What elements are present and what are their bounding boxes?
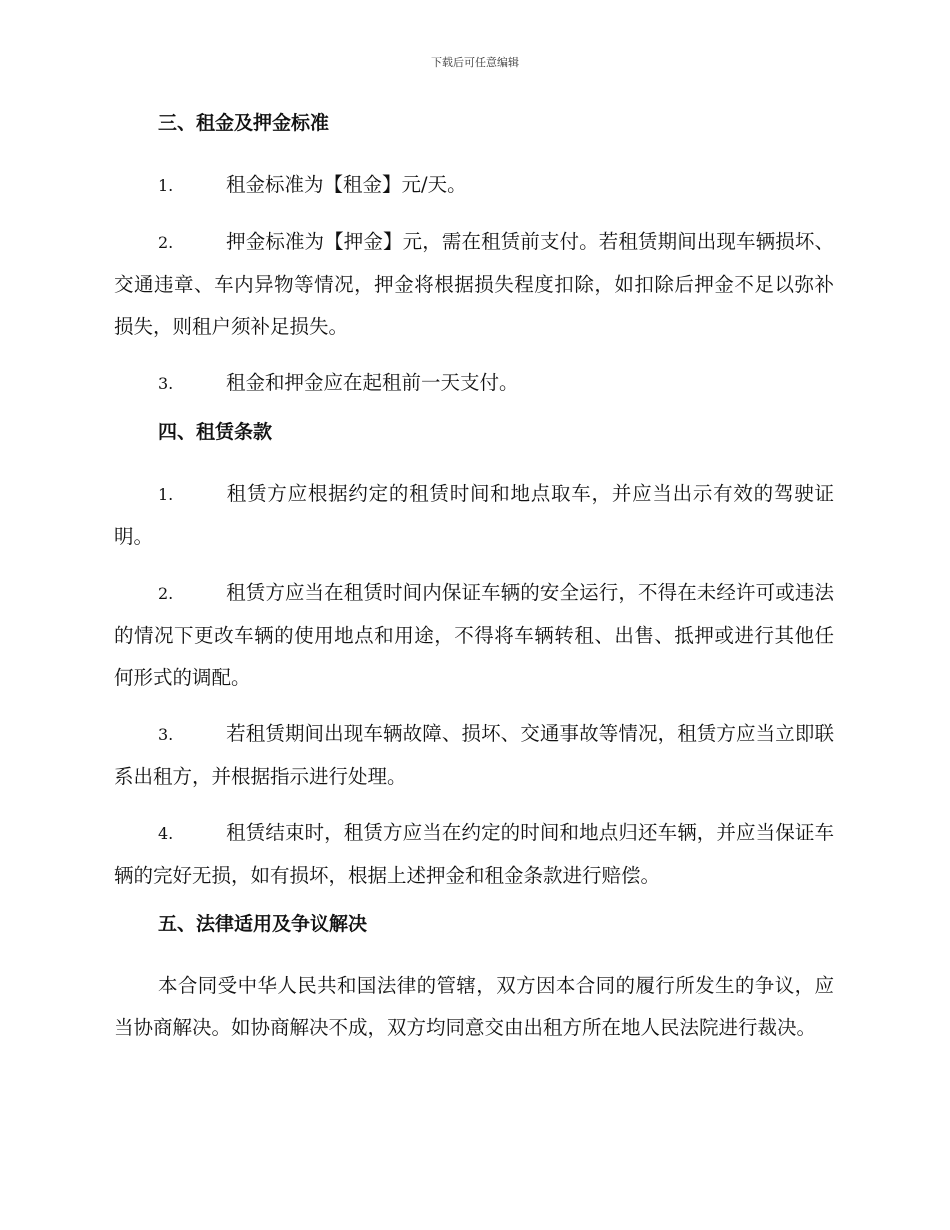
clause-4-4: [114, 812, 834, 897]
clause-text: 租金和押金应在起租前一天支付。: [226, 371, 519, 394]
clause-text: 租赁方应当在租赁时间内保证车辆的安全运行，不得在未经许可或违法的情况下更改车辆的使用地点和用途，不得将车辆转租、出售、抵押或进行其他任何形式的调配。: [114, 581, 834, 689]
clause-text: 押金标准为【押金】元，需在租赁前支付。若租赁期间出现车辆损坏、交通违章、车内异物等情况，押金将根据损失程度扣除，如扣除后押金不足以弥补损失，则租户须补足损失。: [114, 230, 834, 338]
clause-text: 租赁结束时，租赁方应当在约定的时间和地点归还车辆，并应当保证车辆的完好无损，如有损坏，根据上述押金和租金条款进行赔偿。: [114, 821, 834, 887]
clause-4-2: [114, 572, 834, 699]
clause-number: 2.: [158, 584, 174, 603]
paragraph-governing-law: 本合同受中华人民共和国法律的管辖，双方因本合同的履行所发生的争议，应当协商解决。如协商解决不成，双方均同意交由出租方所在地人民法院进行裁决。: [114, 974, 834, 1039]
clause-3-2: [114, 221, 834, 348]
page-header: 下载后可任意编辑: [431, 56, 519, 69]
clause-number: 2.: [158, 233, 174, 252]
clause-text: 租金标准为【租金】元/天。: [226, 173, 467, 196]
clause-number: 3.: [158, 374, 174, 393]
clause-number: 1.: [158, 485, 174, 504]
clause-4-1: [114, 473, 834, 558]
clause-number: 1.: [158, 176, 174, 195]
clause-3-1: [114, 164, 834, 207]
clause-text: 租赁方应根据约定的租赁时间和地点取车，并应当出示有效的驾驶证明。: [114, 482, 834, 548]
document-body: [114, 110, 834, 1049]
clause-3-3: [114, 362, 834, 405]
section-heading-law-disputes: 五、法律适用及争议解决: [158, 913, 368, 935]
section-heading-lease-terms: 四、租赁条款: [158, 421, 273, 443]
clause-4-3: [114, 713, 834, 798]
clause-number: 3.: [158, 725, 174, 744]
section-heading-rent-deposit: 三、租金及押金标准: [158, 112, 330, 134]
clause-text: 若租赁期间出现车辆故障、损坏、交通事故等情况，租赁方应当立即联系出租方，并根据指示进行处理。: [114, 722, 834, 788]
clause-number: 4.: [158, 824, 174, 843]
